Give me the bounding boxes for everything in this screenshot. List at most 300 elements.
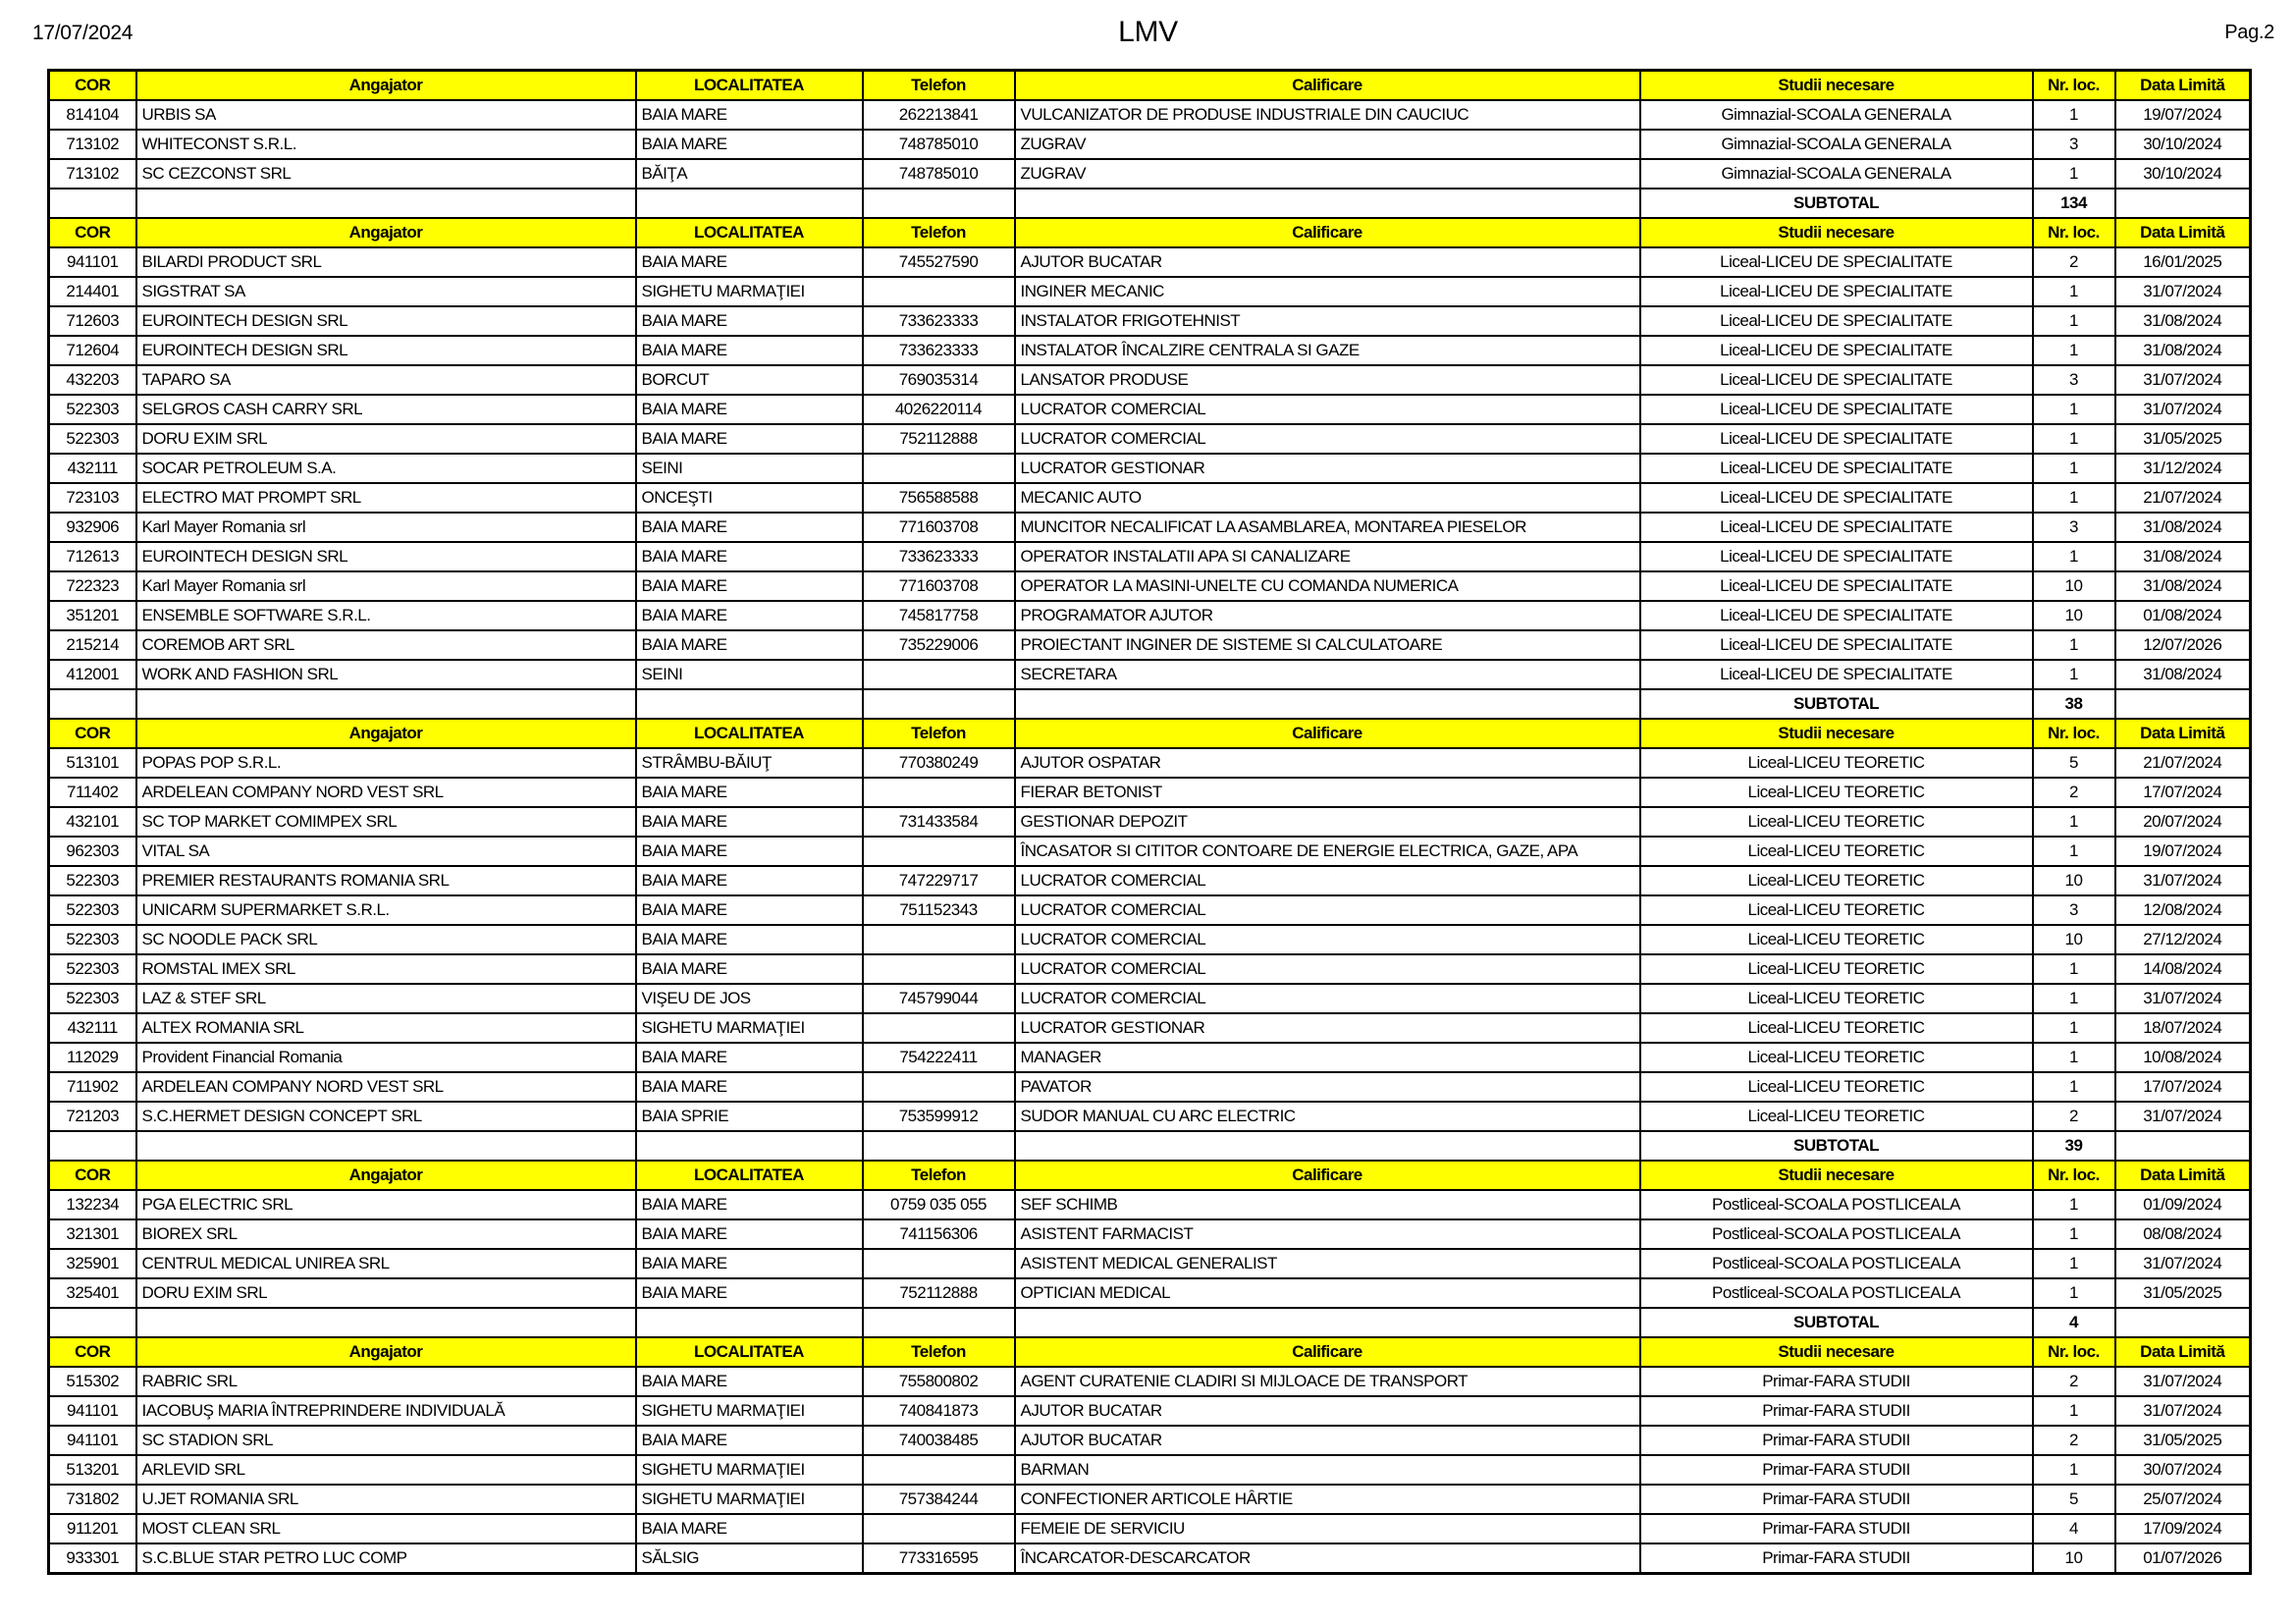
table-row [49,277,2251,306]
column-header-angajator: Angajator [136,1161,636,1190]
table-row [49,247,2251,277]
table-section [49,218,2251,719]
cell-data-limita: 17/07/2024 [2115,1072,2251,1102]
cell-data-limita: 31/08/2024 [2115,542,2251,571]
cell-data-limita: 30/10/2024 [2115,130,2251,159]
cell-telefon: 262213841 [863,100,1015,130]
cell-data-limita: 31/08/2024 [2115,306,2251,336]
column-header-row [49,1161,2251,1190]
cell-angajator: U.JET ROMANIA SRL [136,1485,636,1514]
cell-telefon [863,837,1015,866]
cell-studii: Primar-FARA STUDII [1640,1514,2033,1543]
cell-cor: 432203 [49,365,136,395]
cell-cor: 713102 [49,159,136,189]
subtotal-row [49,1308,2251,1337]
cell-studii: Liceal-LICEU DE SPECIALITATE [1640,336,2033,365]
cell-studii: Liceal-LICEU DE SPECIALITATE [1640,542,2033,571]
cell-angajator: BIOREX SRL [136,1219,636,1249]
cell-data-limita: 31/07/2024 [2115,1249,2251,1278]
cell-cor: 513101 [49,748,136,778]
subtotal-label: SUBTOTAL [1640,1131,2033,1161]
subtotal-label: SUBTOTAL [1640,189,2033,218]
table-row [49,807,2251,837]
cell-studii: Liceal-LICEU DE SPECIALITATE [1640,483,2033,513]
cell-localitatea: BAIA MARE [636,513,863,542]
cell-localitatea: SIGHETU MARMAŢIEI [636,1013,863,1043]
cell-nr-loc: 2 [2033,247,2115,277]
cell-cor: 712603 [49,306,136,336]
cell-data-limita: 08/08/2024 [2115,1219,2251,1249]
table-section [49,1337,2251,1574]
table-row [49,1190,2251,1219]
subtotal-label: SUBTOTAL [1640,689,2033,719]
cell-angajator: VITAL SA [136,837,636,866]
cell-localitatea: BAIA MARE [636,542,863,571]
cell-cor: 132234 [49,1190,136,1219]
cell-calificare: PROGRAMATOR AJUTOR [1015,601,1640,630]
subtotal-empty-cell [1015,1308,1640,1337]
cell-cor: 721203 [49,1102,136,1131]
cell-calificare: AJUTOR BUCATAR [1015,1396,1640,1426]
page-title: LMV [1118,16,1178,48]
table-row [49,866,2251,895]
cell-localitatea: BAIA MARE [636,1219,863,1249]
cell-angajator: COREMOB ART SRL [136,630,636,660]
column-header-calificare: Calificare [1015,719,1640,748]
table-row [49,306,2251,336]
cell-localitatea: SIGHETU MARMAŢIEI [636,277,863,306]
cell-angajator: ARDELEAN COMPANY NORD VEST SRL [136,778,636,807]
cell-studii: Primar-FARA STUDII [1640,1485,2033,1514]
cell-telefon: 757384244 [863,1485,1015,1514]
cell-studii: Liceal-LICEU TEORETIC [1640,866,2033,895]
cell-nr-loc: 1 [2033,1278,2115,1308]
cell-nr-loc: 1 [2033,954,2115,984]
cell-nr-loc: 1 [2033,1249,2115,1278]
cell-localitatea: BAIA MARE [636,1072,863,1102]
cell-telefon [863,1455,1015,1485]
column-header-data-limita: Data Limită [2115,719,2251,748]
column-header-row [49,1337,2251,1367]
table-row [49,1426,2251,1455]
cell-calificare: SUDOR MANUAL CU ARC ELECTRIC [1015,1102,1640,1131]
cell-angajator: PGA ELECTRIC SRL [136,1190,636,1219]
cell-telefon [863,778,1015,807]
cell-data-limita: 30/07/2024 [2115,1455,2251,1485]
cell-angajator: ARLEVID SRL [136,1455,636,1485]
column-header-cor: COR [49,218,136,247]
table-row [49,454,2251,483]
table-row [49,365,2251,395]
cell-angajator: ELECTRO MAT PROMPT SRL [136,483,636,513]
table-row [49,660,2251,689]
column-header-data-limita: Data Limită [2115,218,2251,247]
table-row [49,837,2251,866]
cell-data-limita: 21/07/2024 [2115,483,2251,513]
column-header-studii: Studii necesare [1640,1337,2033,1367]
cell-data-limita: 31/08/2024 [2115,513,2251,542]
cell-data-limita: 20/07/2024 [2115,807,2251,837]
cell-data-limita: 31/08/2024 [2115,336,2251,365]
cell-calificare: AJUTOR BUCATAR [1015,1426,1640,1455]
subtotal-empty-cell [136,1131,636,1161]
cell-calificare: AJUTOR OSPATAR [1015,748,1640,778]
cell-localitatea: BAIA MARE [636,1249,863,1278]
cell-nr-loc: 1 [2033,984,2115,1013]
subtotal-row [49,1131,2251,1161]
cell-data-limita: 31/08/2024 [2115,571,2251,601]
cell-angajator: SC NOODLE PACK SRL [136,925,636,954]
subtotal-empty-cell [636,189,863,218]
cell-telefon: 748785010 [863,159,1015,189]
cell-angajator: SC TOP MARKET COMIMPEX SRL [136,807,636,837]
column-header-calificare: Calificare [1015,71,1640,101]
cell-cor: 325901 [49,1249,136,1278]
cell-telefon: 752112888 [863,1278,1015,1308]
subtotal-empty-cell [1015,189,1640,218]
cell-studii: Primar-FARA STUDII [1640,1396,2033,1426]
cell-telefon: 773316595 [863,1543,1015,1574]
column-header-row [49,719,2251,748]
cell-studii: Primar-FARA STUDII [1640,1543,2033,1574]
table-row [49,424,2251,454]
cell-nr-loc: 10 [2033,866,2115,895]
cell-cor: 722323 [49,571,136,601]
cell-data-limita: 12/07/2026 [2115,630,2251,660]
table-row [49,1396,2251,1426]
cell-angajator: Karl Mayer Romania srl [136,513,636,542]
cell-calificare: MANAGER [1015,1043,1640,1072]
subtotal-empty-cell [49,1131,136,1161]
cell-angajator: SIGSTRAT SA [136,277,636,306]
cell-localitatea: BAIA MARE [636,1514,863,1543]
column-header-localitatea: LOCALITATEA [636,218,863,247]
subtotal-empty-cell [2115,189,2251,218]
column-header-angajator: Angajator [136,1337,636,1367]
cell-localitatea: BAIA MARE [636,395,863,424]
cell-nr-loc: 1 [2033,1396,2115,1426]
cell-nr-loc: 10 [2033,1543,2115,1574]
table-row [49,483,2251,513]
cell-studii: Gimnazial-SCOALA GENERALA [1640,130,2033,159]
cell-localitatea: BAIA MARE [636,1278,863,1308]
cell-localitatea: BORCUT [636,365,863,395]
cell-nr-loc: 1 [2033,1072,2115,1102]
cell-localitatea: VIŞEU DE JOS [636,984,863,1013]
cell-angajator: RABRIC SRL [136,1367,636,1396]
cell-telefon [863,954,1015,984]
table-row [49,601,2251,630]
cell-telefon: 731433584 [863,807,1015,837]
cell-studii: Liceal-LICEU DE SPECIALITATE [1640,571,2033,601]
cell-angajator: CENTRUL MEDICAL UNIREA SRL [136,1249,636,1278]
cell-studii: Liceal-LICEU DE SPECIALITATE [1640,454,2033,483]
cell-studii: Postliceal-SCOALA POSTLICEALA [1640,1249,2033,1278]
column-header-localitatea: LOCALITATEA [636,71,863,101]
column-header-nr-loc: Nr. loc. [2033,719,2115,748]
subtotal-label: SUBTOTAL [1640,1308,2033,1337]
cell-localitatea: BAIA MARE [636,630,863,660]
cell-data-limita: 10/08/2024 [2115,1043,2251,1072]
cell-cor: 814104 [49,100,136,130]
cell-cor: 522303 [49,984,136,1013]
cell-nr-loc: 1 [2033,483,2115,513]
cell-localitatea: SĂLSIG [636,1543,863,1574]
table-section [49,1161,2251,1337]
cell-cor: 941101 [49,247,136,277]
cell-localitatea: STRÂMBU-BĂIUŢ [636,748,863,778]
table-row [49,1485,2251,1514]
cell-nr-loc: 3 [2033,895,2115,925]
cell-data-limita: 31/07/2024 [2115,1102,2251,1131]
column-header-calificare: Calificare [1015,1161,1640,1190]
table-row [49,571,2251,601]
cell-angajator: MOST CLEAN SRL [136,1514,636,1543]
cell-telefon: 753599912 [863,1102,1015,1131]
table-row [49,1043,2251,1072]
cell-cor: 325401 [49,1278,136,1308]
cell-cor: 515302 [49,1367,136,1396]
cell-cor: 522303 [49,925,136,954]
cell-studii: Postliceal-SCOALA POSTLICEALA [1640,1219,2033,1249]
cell-data-limita: 18/07/2024 [2115,1013,2251,1043]
cell-nr-loc: 4 [2033,1514,2115,1543]
table-row [49,954,2251,984]
cell-localitatea: BAIA MARE [636,925,863,954]
cell-studii: Liceal-LICEU TEORETIC [1640,748,2033,778]
cell-studii: Liceal-LICEU DE SPECIALITATE [1640,601,2033,630]
cell-angajator: IACOBUŞ MARIA ÎNTREPRINDERE INDIVIDUALĂ [136,1396,636,1426]
column-header-cor: COR [49,1161,136,1190]
cell-calificare: MUNCITOR NECALIFICAT LA ASAMBLAREA, MONTAREA PIESELOR [1015,513,1640,542]
cell-data-limita: 19/07/2024 [2115,100,2251,130]
cell-calificare: GESTIONAR DEPOZIT [1015,807,1640,837]
cell-cor: 941101 [49,1396,136,1426]
cell-calificare: MECANIC AUTO [1015,483,1640,513]
cell-angajator: PREMIER RESTAURANTS ROMANIA SRL [136,866,636,895]
table-row [49,1455,2251,1485]
table-row [49,1514,2251,1543]
cell-data-limita: 12/08/2024 [2115,895,2251,925]
cell-cor: 962303 [49,837,136,866]
subtotal-empty-cell [636,1308,863,1337]
cell-data-limita: 27/12/2024 [2115,925,2251,954]
cell-cor: 713102 [49,130,136,159]
cell-studii: Liceal-LICEU DE SPECIALITATE [1640,247,2033,277]
cell-nr-loc: 10 [2033,571,2115,601]
cell-calificare: FIERAR BETONIST [1015,778,1640,807]
table-row [49,925,2251,954]
cell-localitatea: BAIA MARE [636,1367,863,1396]
column-header-nr-loc: Nr. loc. [2033,218,2115,247]
cell-telefon: 740038485 [863,1426,1015,1455]
cell-cor: 711902 [49,1072,136,1102]
table-row [49,748,2251,778]
cell-nr-loc: 1 [2033,100,2115,130]
cell-cor: 513201 [49,1455,136,1485]
cell-angajator: S.C.BLUE STAR PETRO LUC COMP [136,1543,636,1574]
cell-telefon [863,660,1015,689]
cell-data-limita: 31/12/2024 [2115,454,2251,483]
cell-telefon [863,1514,1015,1543]
cell-studii: Liceal-LICEU DE SPECIALITATE [1640,513,2033,542]
column-header-localitatea: LOCALITATEA [636,1337,863,1367]
cell-cor: 522303 [49,395,136,424]
cell-angajator: SC STADION SRL [136,1426,636,1455]
cell-telefon: 769035314 [863,365,1015,395]
cell-angajator: SC CEZCONST SRL [136,159,636,189]
cell-studii: Liceal-LICEU TEORETIC [1640,954,2033,984]
cell-studii: Liceal-LICEU DE SPECIALITATE [1640,365,2033,395]
cell-studii: Liceal-LICEU TEORETIC [1640,1072,2033,1102]
cell-angajator: ARDELEAN COMPANY NORD VEST SRL [136,1072,636,1102]
cell-telefon: 741156306 [863,1219,1015,1249]
cell-localitatea: BAIA MARE [636,778,863,807]
cell-angajator: WHITECONST S.R.L. [136,130,636,159]
cell-calificare: INSTALATOR FRIGOTEHNIST [1015,306,1640,336]
cell-calificare: LUCRATOR COMERCIAL [1015,866,1640,895]
table-row [49,395,2251,424]
cell-studii: Postliceal-SCOALA POSTLICEALA [1640,1278,2033,1308]
cell-data-limita: 25/07/2024 [2115,1485,2251,1514]
cell-cor: 432111 [49,454,136,483]
cell-telefon: 745817758 [863,601,1015,630]
cell-nr-loc: 1 [2033,277,2115,306]
cell-cor: 522303 [49,866,136,895]
cell-cor: 432101 [49,807,136,837]
cell-studii: Primar-FARA STUDII [1640,1426,2033,1455]
cell-telefon: 771603708 [863,571,1015,601]
cell-data-limita: 19/07/2024 [2115,837,2251,866]
table-row [49,1543,2251,1574]
cell-calificare: INSTALATOR ÎNCALZIRE CENTRALA SI GAZE [1015,336,1640,365]
cell-studii: Liceal-LICEU TEORETIC [1640,1043,2033,1072]
cell-data-limita: 17/07/2024 [2115,778,2251,807]
cell-angajator: ROMSTAL IMEX SRL [136,954,636,984]
cell-nr-loc: 10 [2033,925,2115,954]
cell-nr-loc: 1 [2033,837,2115,866]
cell-telefon: 752112888 [863,424,1015,454]
cell-nr-loc: 1 [2033,1219,2115,1249]
cell-calificare: SECRETARA [1015,660,1640,689]
cell-cor: 432111 [49,1013,136,1043]
cell-telefon: 733623333 [863,542,1015,571]
subtotal-row [49,189,2251,218]
table-row [49,1249,2251,1278]
cell-cor: 522303 [49,954,136,984]
cell-telefon: 0759 035 055 [863,1190,1015,1219]
cell-calificare: ASISTENT FARMACIST [1015,1219,1640,1249]
table-row [49,1367,2251,1396]
cell-calificare: LUCRATOR COMERCIAL [1015,954,1640,984]
column-header-cor: COR [49,71,136,101]
cell-angajator: TAPARO SA [136,365,636,395]
cell-telefon [863,1249,1015,1278]
cell-nr-loc: 2 [2033,1426,2115,1455]
cell-data-limita: 01/08/2024 [2115,601,2251,630]
lmv-table [47,69,2252,1575]
cell-nr-loc: 2 [2033,778,2115,807]
cell-nr-loc: 1 [2033,1013,2115,1043]
cell-studii: Liceal-LICEU TEORETIC [1640,1102,2033,1131]
cell-localitatea: BAIA MARE [636,866,863,895]
column-header-data-limita: Data Limită [2115,1337,2251,1367]
column-header-angajator: Angajator [136,71,636,101]
cell-calificare: LUCRATOR COMERCIAL [1015,984,1640,1013]
cell-calificare: LUCRATOR COMERCIAL [1015,925,1640,954]
cell-calificare: PAVATOR [1015,1072,1640,1102]
column-header-telefon: Telefon [863,719,1015,748]
cell-angajator: BILARDI PRODUCT SRL [136,247,636,277]
cell-localitatea: SIGHETU MARMAŢIEI [636,1396,863,1426]
subtotal-empty-cell [863,189,1015,218]
column-header-telefon: Telefon [863,1161,1015,1190]
cell-angajator: ENSEMBLE SOFTWARE S.R.L. [136,601,636,630]
cell-nr-loc: 1 [2033,159,2115,189]
cell-calificare: BARMAN [1015,1455,1640,1485]
cell-studii: Liceal-LICEU TEORETIC [1640,778,2033,807]
table-row [49,1102,2251,1131]
column-header-telefon: Telefon [863,71,1015,101]
cell-cor: 351201 [49,601,136,630]
subtotal-empty-cell [636,689,863,719]
cell-data-limita: 16/01/2025 [2115,247,2251,277]
column-header-studii: Studii necesare [1640,1161,2033,1190]
cell-telefon: 740841873 [863,1396,1015,1426]
cell-telefon: 733623333 [863,336,1015,365]
table-row [49,630,2251,660]
cell-calificare: LUCRATOR GESTIONAR [1015,1013,1640,1043]
subtotal-empty-cell [1015,1131,1640,1161]
cell-calificare: LUCRATOR COMERCIAL [1015,895,1640,925]
cell-cor: 932906 [49,513,136,542]
column-header-localitatea: LOCALITATEA [636,1161,863,1190]
column-header-angajator: Angajator [136,719,636,748]
cell-nr-loc: 1 [2033,1043,2115,1072]
cell-data-limita: 31/07/2024 [2115,365,2251,395]
cell-cor: 321301 [49,1219,136,1249]
cell-data-limita: 31/07/2024 [2115,277,2251,306]
cell-studii: Liceal-LICEU DE SPECIALITATE [1640,630,2033,660]
cell-studii: Liceal-LICEU TEORETIC [1640,837,2033,866]
cell-nr-loc: 3 [2033,365,2115,395]
column-header-nr-loc: Nr. loc. [2033,71,2115,101]
cell-calificare: LUCRATOR COMERCIAL [1015,424,1640,454]
cell-nr-loc: 3 [2033,130,2115,159]
subtotal-row [49,689,2251,719]
cell-studii: Liceal-LICEU TEORETIC [1640,1013,2033,1043]
cell-angajator: EUROINTECH DESIGN SRL [136,542,636,571]
cell-localitatea: BAIA MARE [636,424,863,454]
cell-nr-loc: 1 [2033,454,2115,483]
cell-angajator: Provident Financial Romania [136,1043,636,1072]
cell-studii: Liceal-LICEU TEORETIC [1640,807,2033,837]
subtotal-value: 39 [2033,1131,2115,1161]
table-row [49,895,2251,925]
column-header-angajator: Angajator [136,218,636,247]
cell-studii: Liceal-LICEU TEORETIC [1640,984,2033,1013]
cell-nr-loc: 1 [2033,542,2115,571]
cell-localitatea: SIGHETU MARMAŢIEI [636,1485,863,1514]
cell-studii: Gimnazial-SCOALA GENERALA [1640,100,2033,130]
column-header-row [49,71,2251,101]
cell-cor: 933301 [49,1543,136,1574]
cell-angajator: DORU EXIM SRL [136,1278,636,1308]
cell-telefon [863,1072,1015,1102]
column-header-data-limita: Data Limită [2115,1161,2251,1190]
column-header-cor: COR [49,1337,136,1367]
column-header-cor: COR [49,719,136,748]
